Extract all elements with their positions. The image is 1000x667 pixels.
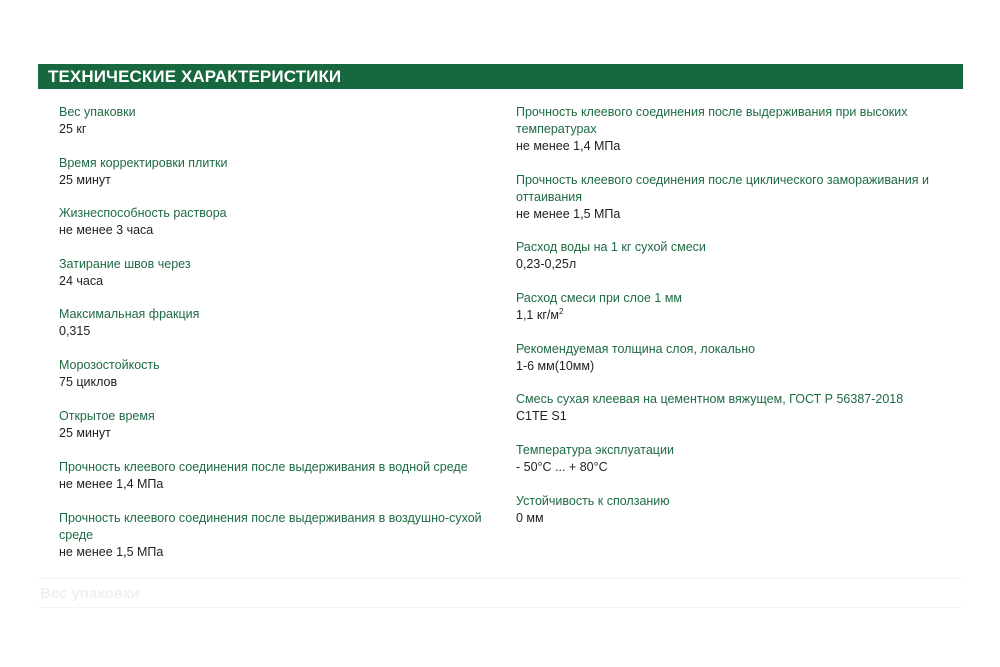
spec-item	[59, 205, 499, 239]
faded-duplicate-text: Вес упаковки	[40, 585, 140, 602]
spec-value: 1-6 мм(10мм)	[516, 359, 595, 373]
spec-item	[516, 290, 956, 324]
spec-value: не менее 1,5 МПа	[516, 207, 621, 221]
spec-label: Жизнеспособность раствора	[59, 206, 227, 220]
spec-value: не менее 3 часа	[59, 223, 154, 237]
spec-item	[59, 408, 499, 442]
spec-item	[516, 391, 956, 425]
spec-value: 25 минут	[59, 173, 111, 187]
specs-header-bar	[38, 64, 963, 89]
spec-label: Расход воды на 1 кг сухой смеси	[516, 240, 706, 254]
spec-label: Прочность клеевого соединения после выдерживания при высоких температурах	[516, 105, 908, 136]
spec-item	[59, 256, 499, 290]
spec-label: Максимальная фракция	[59, 307, 200, 321]
spec-item	[59, 306, 499, 340]
spec-value: 25 минут	[59, 426, 111, 440]
spec-item	[59, 510, 499, 561]
spec-value	[516, 307, 956, 324]
spec-label: Затирание швов через	[59, 257, 191, 271]
spec-value: 24 часа	[59, 274, 104, 288]
spec-value: не менее 1,5 МПа	[59, 545, 164, 559]
spec-label: Прочность клеевого соединения после выдерживания в воздушно-сухой среде	[59, 511, 482, 542]
spec-item	[516, 493, 956, 527]
spec-value-superscript: 2	[558, 306, 564, 316]
spec-label: Прочность клеевого соединения после циклического замораживания и оттаивания	[516, 173, 929, 204]
spec-item	[516, 442, 956, 476]
spec-item	[59, 104, 499, 138]
spec-item	[59, 155, 499, 189]
spec-label: Расход смеси при слое 1 мм	[516, 291, 683, 305]
spec-label: Прочность клеевого соединения после выдерживания в водной среде	[59, 460, 468, 474]
spec-value-text: 1,1 кг/м	[516, 308, 559, 322]
spec-value: 0,315	[59, 324, 91, 338]
spec-item	[516, 341, 956, 375]
specs-title: ТЕХНИЧЕСКИЕ ХАРАКТЕРИСТИКИ	[48, 67, 342, 86]
spec-value: 25 кг	[59, 122, 87, 136]
spec-label: Температура эксплуатации	[516, 443, 674, 457]
spec-label: Устойчивость к сползанию	[516, 494, 670, 508]
spec-label: Смесь сухая клеевая на цементном вяжущем, ГОСТ Р 56387-2018	[516, 392, 904, 406]
spec-item	[59, 357, 499, 391]
spec-label: Морозостойкость	[59, 358, 160, 372]
spec-value: не менее 1,4 МПа	[59, 477, 164, 491]
faded-duplicate-row	[38, 578, 963, 608]
spec-value: C1TE S1	[516, 409, 567, 423]
spec-label: Вес упаковки	[59, 105, 136, 119]
spec-value: 75 циклов	[59, 375, 118, 389]
spec-value: 0 мм	[516, 511, 544, 525]
spec-item	[516, 172, 956, 223]
spec-item	[59, 459, 499, 493]
spec-value: - 50°C ... + 80°C	[516, 460, 608, 474]
spec-value: 0,23-0,25л	[516, 257, 577, 271]
spec-label: Рекомендуемая толщина слоя, локально	[516, 342, 756, 356]
spec-label: Открытое время	[59, 409, 155, 423]
spec-item	[516, 239, 956, 273]
spec-value: не менее 1,4 МПа	[516, 139, 621, 153]
spec-label: Время корректировки плитки	[59, 156, 228, 170]
spec-item	[516, 104, 956, 155]
